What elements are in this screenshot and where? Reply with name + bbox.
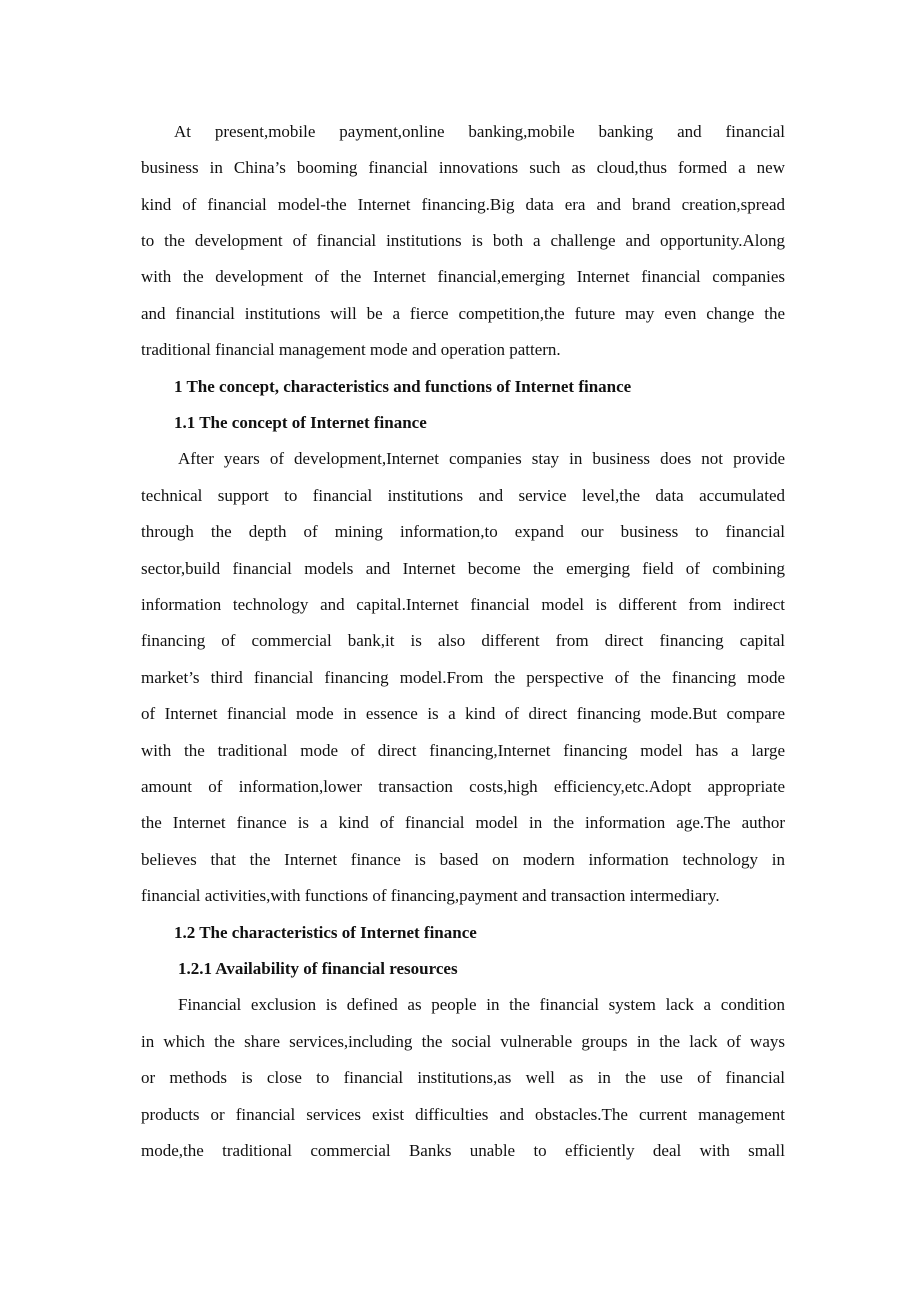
paragraph-concept-line: amount of information,lower transaction costs,high efficiency,etc.Adopt appropriate (141, 777, 785, 796)
paragraph-intro-line: kind of financial model-the Internet financing.Big data era and brand creation,spread (141, 195, 785, 214)
paragraph-concept-line: information technology and capital.Internet financial model is different from indirect (141, 595, 785, 614)
paragraph-concept-line: technical support to financial institutions and service level,the data accumulated (141, 486, 785, 505)
section-heading-1-2-1: 1.2.1 Availability of financial resources (178, 959, 458, 978)
paragraph-concept-line: sector,build financial models and Internet become the emerging field of combining (141, 559, 785, 578)
paragraph-intro-line: business in China’s booming financial innovations such as cloud,thus formed a new (141, 158, 785, 177)
paragraph-concept-line: financial activities,with functions of financing,payment and transaction intermediary. (141, 886, 720, 905)
paragraph-concept-line: the Internet finance is a kind of financial model in the information age.The author (141, 813, 785, 832)
paragraph-concept-line: through the depth of mining information,to expand our business to financial (141, 522, 785, 541)
paragraph-intro-line: to the development of financial institutions is both a challenge and opportunity.Along (141, 231, 785, 250)
section-heading-1-1: 1.1 The concept of Internet finance (174, 413, 427, 432)
paragraph-availability-line: Financial exclusion is defined as people in the financial system lack a condition (178, 995, 785, 1014)
paragraph-intro-line: with the development of the Internet financial,emerging Internet financial companies (141, 267, 785, 286)
paragraph-concept-line: financing of commercial bank,it is also different from direct financing capital (141, 631, 785, 650)
paragraph-availability-line: or methods is close to financial institutions,as well as in the use of financial (141, 1068, 785, 1087)
paragraph-availability-line: mode,the traditional commercial Banks unable to efficiently deal with small (141, 1141, 785, 1160)
paragraph-intro-line: and financial institutions will be a fierce competition,the future may even change the (141, 304, 785, 323)
paragraph-availability-line: in which the share services,including the social vulnerable groups in the lack of ways (141, 1032, 785, 1051)
paragraph-concept-line: After years of development,Internet companies stay in business does not provide (178, 449, 785, 468)
section-heading-1-2: 1.2 The characteristics of Internet finance (174, 923, 477, 942)
paragraph-concept-line: believes that the Internet finance is based on modern information technology in (141, 850, 785, 869)
paragraph-concept-line: market’s third financial financing model.From the perspective of the financing mode (141, 668, 785, 687)
paragraph-intro-line: traditional financial management mode and operation pattern. (141, 340, 561, 359)
paragraph-intro-line: At present,mobile payment,online banking,mobile banking and financial (174, 122, 785, 141)
paragraph-concept-line: with the traditional mode of direct financing,Internet financing model has a large (141, 741, 785, 760)
paragraph-availability-line: products or financial services exist difficulties and obstacles.The current management (141, 1105, 785, 1124)
paragraph-concept-line: of Internet financial mode in essence is a kind of direct financing mode.But compare (141, 704, 785, 723)
section-heading-1: 1 The concept, characteristics and functions of Internet finance (174, 377, 632, 396)
